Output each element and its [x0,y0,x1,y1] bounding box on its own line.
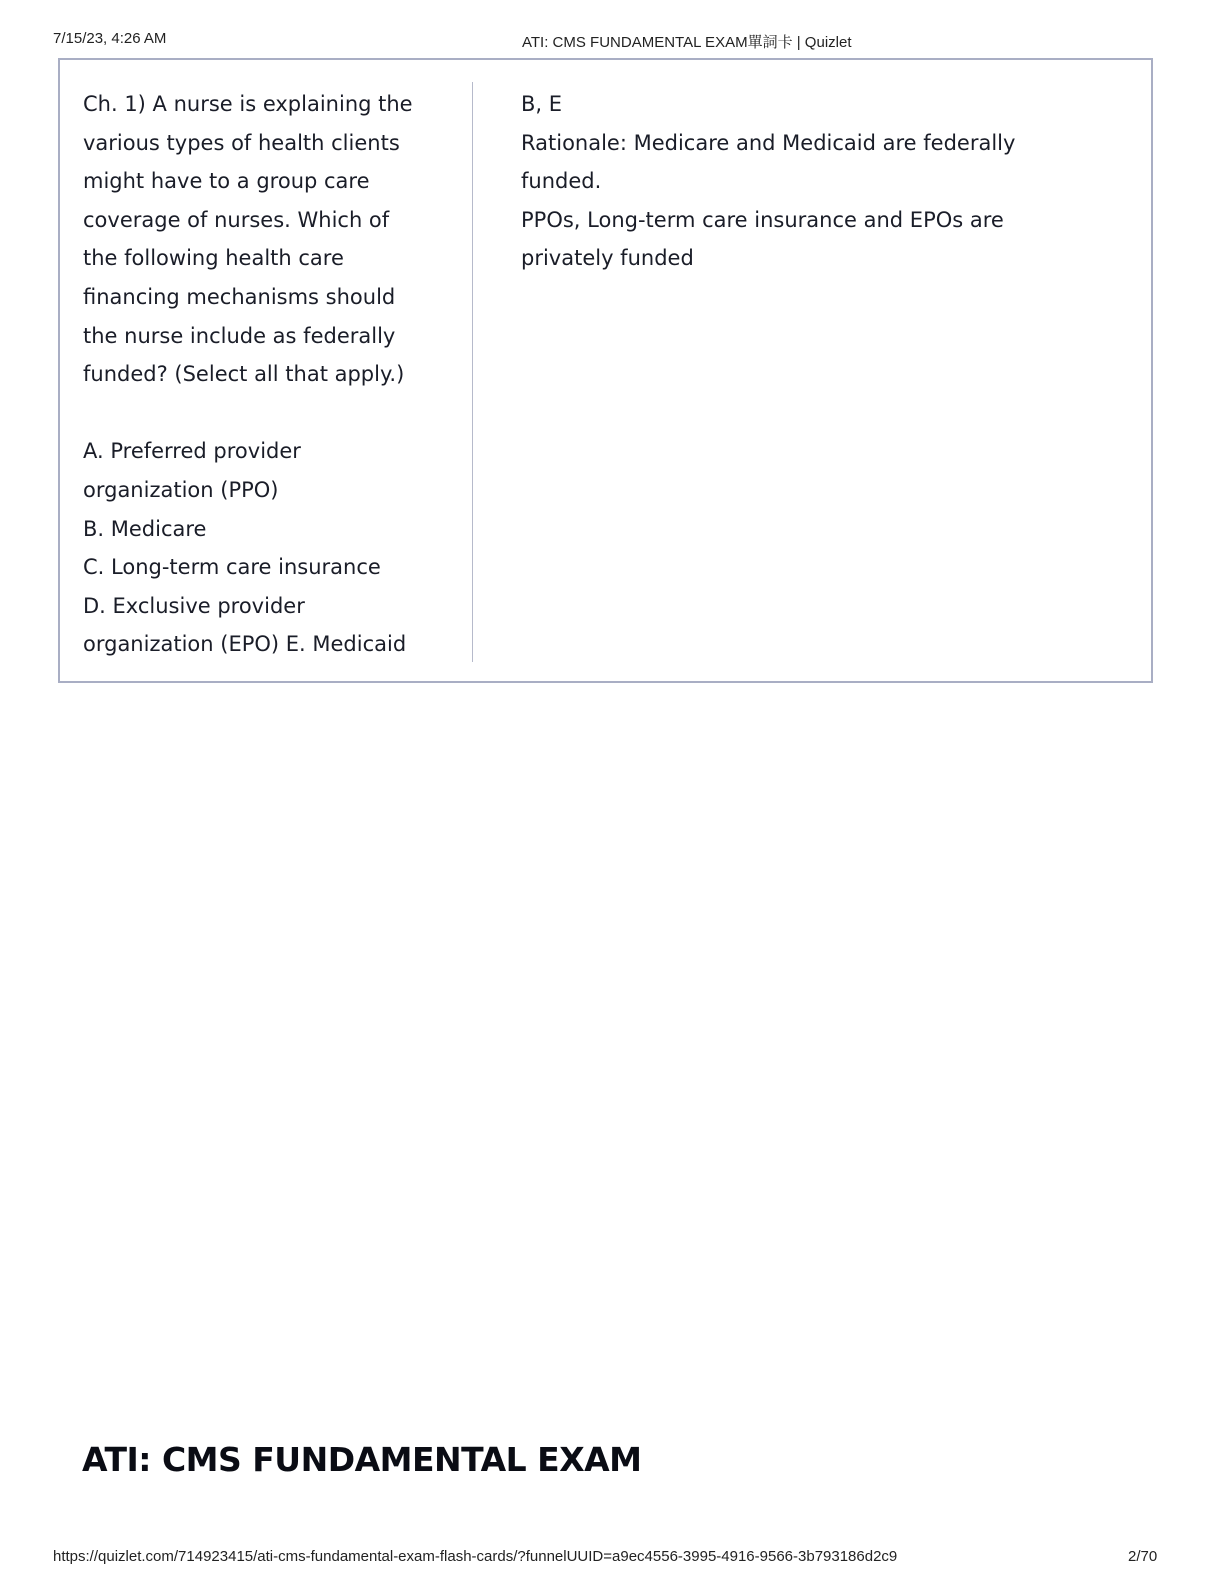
set-title: ATI: CMS FUNDAMENTAL EXAM [82,1440,642,1479]
flashcard-divider [472,82,473,662]
print-header-date: 7/15/23, 4:26 AM [53,30,167,47]
print-header-title: ATI: CMS FUNDAMENTAL EXAM單詞卡 | Quizlet [522,34,852,51]
flashcard-term: Ch. 1) A nurse is explaining the various types of health clients might have to a group care coverage of nurses. Which of the following health care financing mechanisms should the nurse include as federally funded? (Select all that apply.) A. Preferred provider organization (PPO) B. Medicare C. Long-term care insurance D. Exclusive provider organization (EPO) E. Medicaid [83,92,413,657]
flashcard-definition: B, E Rationale: Medicare and Medicaid are federally funded. PPOs, Long-term care insurance and EPOs are privately funded [521,92,1016,271]
flashcard [58,58,1153,683]
print-footer-page-number: 2/70 [1128,1548,1158,1565]
print-footer-url: https://quizlet.com/714923415/ati-cms-fundamental-exam-flash-cards/?funnelUUID=a9ec4556-3995-4916-9566-3b793186d2c9 [53,1548,898,1565]
